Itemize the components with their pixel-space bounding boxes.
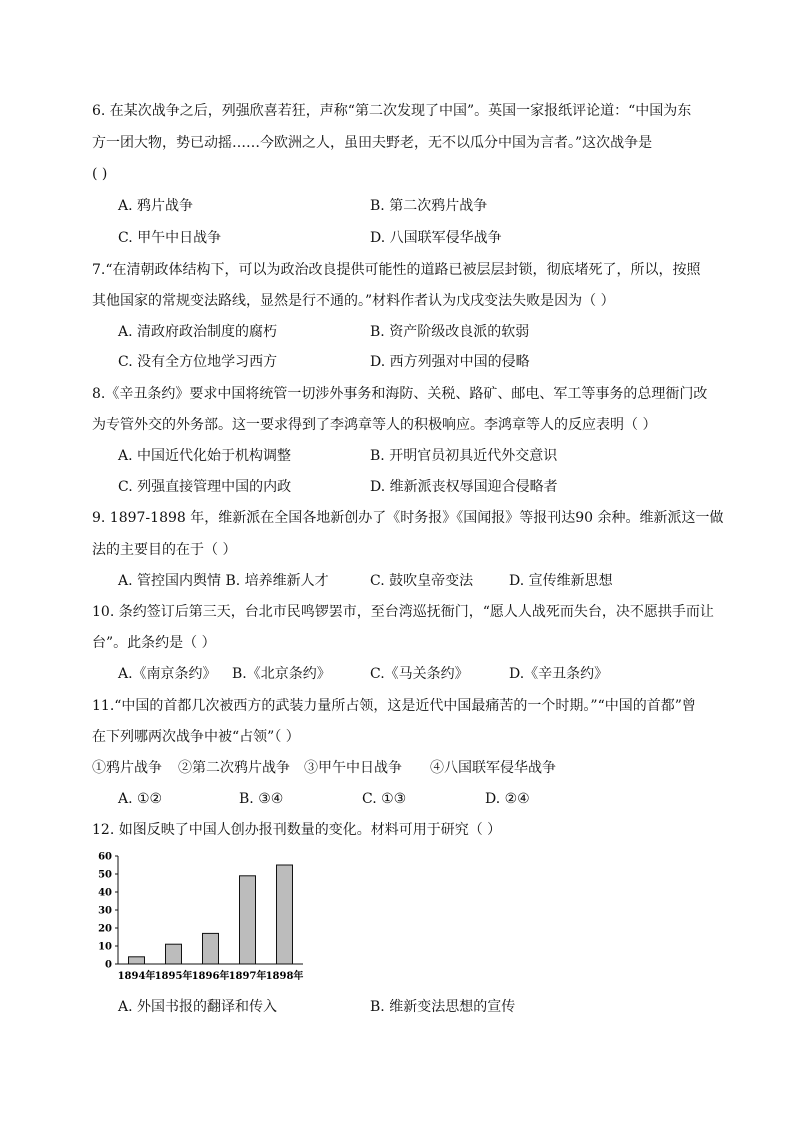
q12-option-b[interactable]: B. 维新变法思想的宣传 <box>370 999 516 1015</box>
q11-option-b[interactable]: B. ③④ <box>239 791 284 807</box>
q8-option-b[interactable]: B. 开明官员初具近代外交意识 <box>370 448 558 464</box>
q12-option-a[interactable]: A. 外国书报的翻译和传入 <box>118 999 278 1015</box>
q8-stem-line1: 8.《辛丑条约》要求中国将统管一切涉外事务和海防、关税、路矿、邮电、军工等事务的总理衙门改 <box>92 386 708 402</box>
q6-option-a[interactable]: A. 鸦片战争 <box>118 198 194 214</box>
x-tick-label: 1894年 <box>117 971 156 982</box>
y-tick-label: 10 <box>98 941 112 953</box>
q6-option-b[interactable]: B. 第二次鸦片战争 <box>370 198 488 214</box>
q9-option-d[interactable]: D. 宣传维新思想 <box>509 573 613 589</box>
bar-1898年 <box>277 865 293 964</box>
q7-option-b[interactable]: B. 资产阶级改良派的软弱 <box>370 324 530 340</box>
y-tick-label: 30 <box>98 905 112 917</box>
q11-item-1: ①鸦片战争 <box>92 760 162 776</box>
q8-option-a[interactable]: A. 中国近代化始于机构调整 <box>118 448 292 464</box>
y-tick-label: 50 <box>98 869 112 881</box>
bar-1895年 <box>166 944 182 964</box>
q11-option-c[interactable]: C. ①③ <box>362 791 407 807</box>
q7-option-a[interactable]: A. 清政府政治制度的腐朽 <box>118 324 278 340</box>
q12-stem-line1: 12. 如图反映了中国人创办报刊数量的变化。材料可用于研究（ ） <box>92 822 502 838</box>
q7-stem-line2: 其他国家的常规变法路线，显然是行不通的。”材料作者认为戊戌变法失败是因为（ ） <box>92 293 615 309</box>
q7-option-d[interactable]: D. 西方列强对中国的侵略 <box>370 354 530 370</box>
y-tick-label: 40 <box>98 887 112 899</box>
q10-option-a[interactable]: A.《南京条约》 <box>118 666 217 682</box>
x-tick-label: 1895年 <box>154 971 193 982</box>
q11-stem-line1: 11.“中国的首都几次被西方的武装力量所占领，这是近代中国最痛苦的一个时期。”“中国的首都”曾 <box>92 698 696 714</box>
q10-option-b[interactable]: B.《北京条约》 <box>232 666 331 682</box>
q6-answer-bracket: ( ) <box>92 166 108 182</box>
q11-option-d[interactable]: D. ②④ <box>485 791 530 807</box>
q6-option-c[interactable]: C. 甲午中日战争 <box>118 230 222 246</box>
q6-stem-line2: 方一团大物，势已动摇……今欧洲之人，虽田夫野老，无不以瓜分中国为言者。”这次战争是 <box>92 135 653 151</box>
x-tick-label: 1896年 <box>191 971 230 982</box>
q8-option-c[interactable]: C. 列强直接管理中国的内政 <box>118 479 292 495</box>
q11-item-2: ②第二次鸦片战争 <box>178 760 290 776</box>
q9-stem-line1: 9. 1897-1898 年，维新派在全国各地新创办了《时务报》《国闻报》等报刊达90 余种。维新派这一做 <box>92 510 724 526</box>
q6-stem-line1: 6. 在某次战争之后，列强欣喜若狂，声称“第二次发现了中国”。英国一家报纸评论道：“中国为东 <box>92 103 692 119</box>
x-tick-label: 1898年 <box>265 971 304 982</box>
q9-option-a-b[interactable]: A. 管控国内舆情 B. 培养维新人才 <box>118 573 329 589</box>
q9-option-c[interactable]: C. 鼓吹皇帝变法 <box>370 573 474 589</box>
x-tick-label: 1897年 <box>228 971 267 982</box>
q7-stem-line1: 7.“在清朝政体结构下，可以为政治改良提供可能性的道路已被层层封锁，彻底堵死了，所以，按照 <box>92 262 701 278</box>
bar-1897年 <box>240 876 256 964</box>
q11-option-a[interactable]: A. ①② <box>118 791 163 807</box>
y-tick-label: 20 <box>98 923 112 935</box>
bar-1896年 <box>203 933 219 964</box>
q8-option-d[interactable]: D. 维新派丧权辱国迎合侵略者 <box>370 479 558 495</box>
q6-option-d[interactable]: D. 八国联军侵华战争 <box>370 230 502 246</box>
y-tick-label: 0 <box>105 959 112 971</box>
q9-stem-line2: 法的主要目的在于（ ） <box>92 542 237 558</box>
bar-1894年 <box>129 957 145 964</box>
q11-stem-line2: 在下列哪两次战争中被“占领”（ ） <box>92 729 300 745</box>
q7-option-c[interactable]: C. 没有全方位地学习西方 <box>118 354 278 370</box>
q10-stem-line1: 10. 条约签订后第三天，台北市民鸣锣罢市，至台湾巡抚衙门，“愿人人战死而失台，决不愿拱手而让 <box>92 604 714 620</box>
y-tick-label: 60 <box>98 851 112 863</box>
q10-option-c[interactable]: C.《马关条约》 <box>370 666 469 682</box>
q10-stem-line2: 台”。此条约是（ ） <box>92 635 216 651</box>
q11-item-3: ③甲午中日战争 <box>304 760 402 776</box>
q10-option-d[interactable]: D.《辛丑条约》 <box>509 666 609 682</box>
q11-item-4: ④八国联军侵华战争 <box>430 760 556 776</box>
q8-stem-line2: 为专管外交的外务部。这一要求得到了李鸿章等人的积极响应。李鸿章等人的反应表明（ ） <box>92 417 657 433</box>
newspaper-count-bar-chart <box>88 848 318 986</box>
